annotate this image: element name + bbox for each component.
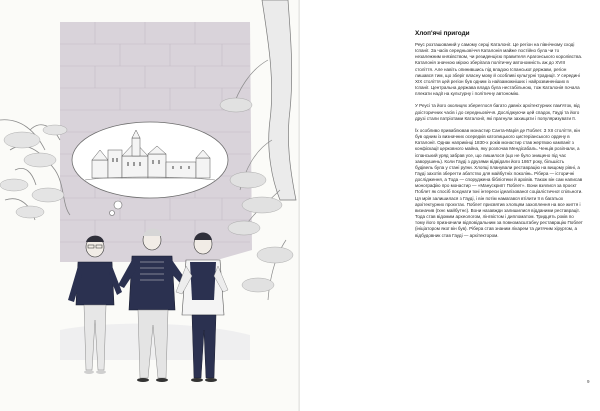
paragraph-1: Реус розташований у самому серці Каталонії. Це регіон на північному сході Іспанії. За часів середньовіччя Каталонія майже постійно була чи то незалежним князівством, чи резиденцією правителя Арагонського королівства. Каталонія значною мірою зберігала політичну автономність аж до XVIII століття. Але навіть опинившись під владою Іспанської держави, регіон лишався тим, що зберіг власну мову й особливі культурні традиції. У середині XIX століття цей регіон був одним із найзаможніших і найрозвиненіших в Іспанії. Центральна держава влада була нестабільною, тож Каталонія почала плекати надії на культурну і політичну автономію.	[415, 42, 583, 97]
paragraph-3: Їх особливо приваблював монастир Санта-Марія де Поблет. З XII століття, він був одним із визначних осередків католицького цистеріанського ордену в Каталонії. Однак наприкінці 1830-х років монастир став жертвою кампанії з конфіскації церковного майна, яку розпочав Мендісабаль. Ченців розігнали, а іспанський уряд забрав усе, що лишилося (що не було знищено під час заворушень). Коли Гауді з друзями відвідали його 1867 року, більшість будівель була у стані руїни. Хлопці планували реставрацію на вищому рівні, а Гауді захотів зберегти абатство для майбутніх поколінь. Рібера — історичні дослідження, а Тода — споруджена бібліотеки й архівів. Також він сам написав монографію про монастир — «Манускрипт Поблет». Вони взялися за проєкт Поблет як спосіб поєднати їхні інтереси ідеалізованої соціалістичної спільноти. Ця мрія залишилася з Гауді, і він потім намагався втілити її в багатьох архітектурних проєктах. Поблет присвятив хлопцям захоплення на все життя і визначив (їхнє майбутнє). Вони назавжди залишилися відданими реставрації. Тода став відомим археологом, лінгвістом і дипломатом. Тридцять років по тому його призначили відповідальним за повномасштабну реставрацію Поблет (ініціатором якої він був). Рібера став знаним лікарем та дитячим хірургом, а відбудовник став Гауді — архітектором.	[415, 127, 583, 238]
left-tree-leaves	[0, 125, 67, 218]
text-page	[300, 0, 600, 411]
page-number: 9	[587, 379, 590, 384]
text-block	[415, 30, 583, 245]
section-heading: Хлоп'ячі пригоди	[415, 30, 470, 37]
paragraph-2: У Реусі та його околицях збереглося багато давніх архітектурних пам'яток, від доісторичних часів і до середньовіччя. Досліджуючи цей спадок, Гауді та його друзі стали патріотами Каталонії, які прагнули захищати і популяризувати її.	[415, 103, 580, 121]
